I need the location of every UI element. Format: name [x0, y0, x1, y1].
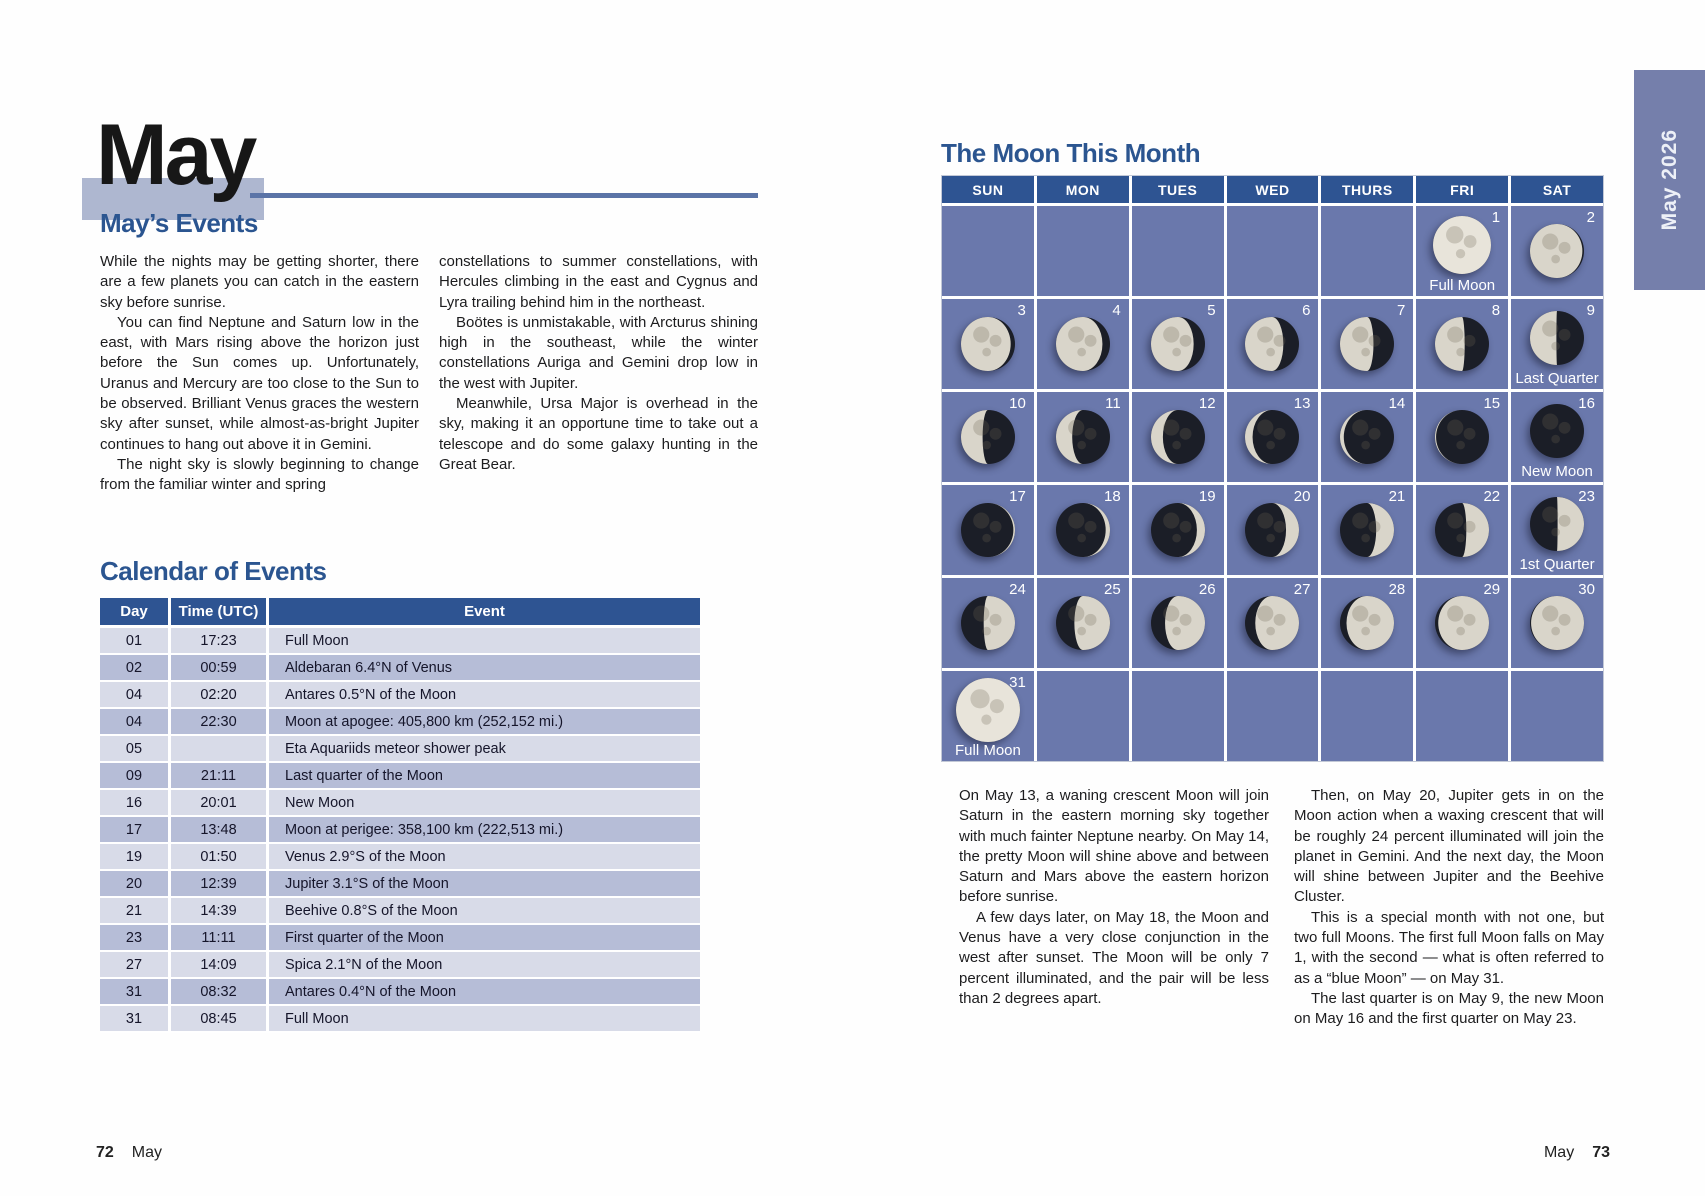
day-number: 16	[1578, 395, 1595, 412]
day-cell: 05	[100, 736, 171, 761]
day-number: 14	[1388, 395, 1406, 412]
day-number: 2	[1586, 209, 1595, 226]
day-number: 24	[1009, 581, 1026, 598]
table-row	[100, 871, 700, 898]
moon-image	[1149, 501, 1207, 559]
moon-phase-icon	[1338, 408, 1396, 466]
weekday-label: SAT	[1511, 176, 1603, 203]
moon-image	[1054, 315, 1112, 373]
moon-image	[1149, 315, 1207, 373]
day-number: 7	[1396, 302, 1406, 319]
time-cell: 08:45	[171, 1006, 269, 1031]
moon-day-cell	[1132, 392, 1224, 482]
moon-phase-icon	[959, 501, 1017, 559]
event-cell: Beehive 0.8°S of the Moon	[269, 898, 700, 923]
day-number: 25	[1104, 581, 1121, 598]
moon-image	[1433, 315, 1491, 373]
moon-day-cell	[1037, 392, 1129, 482]
time-cell	[171, 736, 269, 761]
empty-day-cell	[1132, 206, 1224, 296]
moon-day-cell	[1227, 299, 1319, 389]
event-cell: New Moon	[269, 790, 700, 815]
page-number: 72	[96, 1144, 114, 1161]
moon-day-cell	[1511, 578, 1603, 668]
day-number: 9	[1586, 302, 1595, 319]
time-cell: 20:01	[171, 790, 269, 815]
event-cell: Venus 2.9°S of the Moon	[269, 844, 700, 869]
paragraph: A few days later, on May 18, the Moon and Venus have a very close conjunction in the west after sunset. The Moon will be only 7 percent illuminated, and the pair will be less than 2 degrees apart.	[959, 908, 1269, 1007]
day-number: 26	[1198, 581, 1216, 598]
moon-image	[1243, 315, 1301, 373]
moon-image	[1149, 594, 1207, 652]
footer-right	[1404, 1144, 1610, 1162]
moon-day-cell	[1511, 299, 1603, 389]
moon-image	[1149, 408, 1207, 466]
table-row	[100, 709, 700, 736]
event-cell: Antares 0.4°N of the Moon	[269, 979, 700, 1004]
calendar-of-events-heading: Calendar of Events	[100, 556, 327, 586]
time-cell: 01:50	[171, 844, 269, 869]
event-cell: Moon at perigee: 358,100 km (222,513 mi.)	[269, 817, 700, 842]
moon-image	[1433, 501, 1491, 559]
day-number: 1	[1491, 209, 1501, 226]
time-cell: 14:39	[171, 898, 269, 923]
paragraph: constellations to summer constellations, with Hercules climbing in the east and Cygnus and Lyra trailing behind him in the northeast.	[439, 253, 758, 311]
event-cell: Moon at apogee: 405,800 km (252,152 mi.)	[269, 709, 700, 734]
day-number: 12	[1198, 395, 1216, 412]
empty-day-cell	[1037, 671, 1129, 761]
moon-day-cell	[1037, 578, 1129, 668]
footer-label: May	[1543, 1144, 1575, 1161]
moon-day-cell	[1416, 485, 1508, 575]
moon-phase-icon	[1433, 315, 1491, 373]
moon-day-cell	[1037, 299, 1129, 389]
event-cell: Spica 2.1°N of the Moon	[269, 952, 700, 977]
paragraph: Then, on May 20, Jupiter gets in on the Moon action when a waxing crescent that will be roughly 24 percent illuminated will join the planet in Gemini. And the next day, the Moon will shine between Jupiter and the Beehive Cluster.	[1294, 787, 1604, 906]
moon-image	[959, 501, 1017, 559]
table-row	[100, 979, 700, 1006]
moon-month-heading: The Moon This Month	[941, 138, 1201, 168]
moon-day-cell	[1416, 578, 1508, 668]
empty-day-cell	[1132, 671, 1224, 761]
moon-image	[959, 408, 1017, 466]
moon-phase-icon	[1054, 501, 1112, 559]
day-number: 4	[1112, 302, 1121, 319]
moon-phase-icon	[1338, 501, 1396, 559]
day-cell: 21	[100, 898, 171, 923]
moon-phase-icon	[1243, 315, 1301, 373]
day-number: 17	[1009, 488, 1026, 505]
time-cell: 11:11	[171, 925, 269, 950]
moon-day-cell	[1321, 578, 1413, 668]
empty-day-cell	[1227, 671, 1319, 761]
moon-image	[1338, 501, 1396, 559]
paragraph: Meanwhile, Ursa Major is overhead in the sky, making it an opportune time to take out a telescope and do some galaxy hunting in the Great Bear.	[439, 395, 758, 473]
day-number: 21	[1388, 488, 1406, 505]
day-cell: 09	[100, 763, 171, 788]
time-cell: 22:30	[171, 709, 269, 734]
day-cell: 04	[100, 709, 171, 734]
table-row	[100, 682, 700, 709]
events-body-columns	[100, 252, 758, 496]
day-number: 10	[1009, 395, 1026, 412]
time-cell: 17:23	[171, 628, 269, 653]
moon-image	[1054, 408, 1112, 466]
moon-image	[1338, 594, 1396, 652]
event-cell: Last quarter of the Moon	[269, 763, 700, 788]
table-row	[100, 817, 700, 844]
event-cell: Jupiter 3.1°S of the Moon	[269, 871, 700, 896]
page-number: 73	[1592, 1144, 1610, 1161]
day-number: 29	[1483, 581, 1501, 598]
moon-day-cell	[1227, 485, 1319, 575]
weekday-label: TUES	[1132, 176, 1224, 203]
paragraph: While the nights may be getting shorter, there are a few planets you can catch in the eastern sky before sunrise.	[100, 253, 419, 311]
moon-image	[1433, 594, 1491, 652]
moon-image	[954, 676, 1022, 744]
moon-phase-icon	[1528, 222, 1586, 280]
day-number: 23	[1578, 488, 1595, 505]
event-cell: Antares 0.5°N of the Moon	[269, 682, 700, 707]
moon-day-cell	[1227, 392, 1319, 482]
table-row	[100, 844, 700, 871]
moon-phase-icon	[1243, 408, 1301, 466]
moon-phase-icon	[1431, 214, 1493, 276]
moon-image	[1528, 222, 1586, 280]
moon-phase-icon	[1433, 594, 1491, 652]
moon-day-cell	[1416, 299, 1508, 389]
day-number: 18	[1104, 488, 1121, 505]
event-cell: Aldebaran 6.4°N of Venus	[269, 655, 700, 680]
day-cell: 16	[100, 790, 171, 815]
event-cell: Full Moon	[269, 1006, 700, 1031]
day-number: 13	[1293, 395, 1311, 412]
moon-image	[1338, 408, 1396, 466]
moon-day-cell	[942, 578, 1034, 668]
day-number: 19	[1198, 488, 1216, 505]
moon-phase-icon	[1243, 594, 1301, 652]
time-cell: 02:20	[171, 682, 269, 707]
day-number: 5	[1207, 302, 1216, 319]
column-header-day: Day	[100, 598, 171, 625]
moon-calendar	[941, 175, 1604, 762]
moon-phase-icon	[1528, 594, 1586, 652]
day-number: 28	[1388, 581, 1406, 598]
paragraph: This is a special month with not one, but two full Moons. The first full Moon falls on May 1, with the second — what is often referred to as a “blue Moon” — on May 31.	[1294, 908, 1604, 987]
day-number: 20	[1293, 488, 1311, 505]
moon-phase-icon	[1433, 408, 1491, 466]
moon-phase-icon	[1528, 309, 1586, 367]
empty-day-cell	[1321, 206, 1413, 296]
moon-image	[1243, 501, 1301, 559]
weekday-label: WED	[1227, 176, 1319, 203]
events-column-2	[439, 252, 758, 496]
moon-phase-icon	[1243, 501, 1301, 559]
events-heading: May’s Events	[100, 208, 258, 238]
weekday-label: SUN	[942, 176, 1034, 203]
day-number: 11	[1105, 395, 1121, 412]
time-cell: 08:32	[171, 979, 269, 1004]
phase-label: 1st Quarter	[1519, 556, 1595, 573]
moon-phase-icon	[1054, 594, 1112, 652]
moon-phase-icon	[1528, 402, 1586, 460]
moon-day-cell	[942, 299, 1034, 389]
events-table	[100, 598, 700, 1033]
footer-left	[96, 1144, 162, 1162]
moon-phase-icon	[1528, 495, 1586, 553]
moon-day-cell	[1132, 485, 1224, 575]
moon-phase-icon	[1149, 594, 1207, 652]
moon-image	[1528, 594, 1586, 652]
moon-day-cell	[1511, 392, 1603, 482]
empty-day-cell	[1511, 671, 1603, 761]
moon-day-cell	[1132, 578, 1224, 668]
moon-day-cell	[1511, 485, 1603, 575]
time-cell: 21:11	[171, 763, 269, 788]
table-row	[100, 952, 700, 979]
moon-day-cell	[1227, 578, 1319, 668]
paragraph: The night sky is slowly beginning to change from the familiar winter and spring	[100, 455, 419, 494]
moon-image	[1243, 408, 1301, 466]
moon-day-cell	[1321, 299, 1413, 389]
moon-image	[1528, 309, 1586, 367]
month-tab-label: May 2026	[1657, 129, 1681, 231]
moon-phase-icon	[1338, 594, 1396, 652]
phase-label: Full Moon	[1429, 277, 1496, 294]
table-row	[100, 655, 700, 682]
time-cell: 14:09	[171, 952, 269, 977]
table-row	[100, 1006, 700, 1033]
day-number: 27	[1293, 581, 1311, 598]
moon-phase-icon	[1149, 315, 1207, 373]
moon-image	[1431, 214, 1493, 276]
paragraph: You can find Neptune and Saturn low in the east, with Mars rising above the horizon just before the Sun comes up. Unfortunately, Uranus and Mercury are too close to the Sun to be observed. Brilliant Venus graces the western sky after sunset, while almost-as-bright Jupiter continues to hang out above it in Gemini.	[100, 313, 419, 453]
moon-image	[1528, 402, 1586, 460]
moon-day-cell	[1511, 206, 1603, 296]
moon-phase-icon	[959, 408, 1017, 466]
day-number: 30	[1578, 581, 1595, 598]
moon-day-cell	[1321, 485, 1413, 575]
phase-label: New Moon	[1521, 463, 1593, 480]
empty-day-cell	[1227, 206, 1319, 296]
event-cell: Full Moon	[269, 628, 700, 653]
day-cell: 04	[100, 682, 171, 707]
day-number: 31	[1009, 674, 1026, 691]
moon-phase-icon	[1149, 501, 1207, 559]
event-cell: First quarter of the Moon	[269, 925, 700, 950]
moon-image	[1054, 501, 1112, 559]
column-header-event: Event	[464, 603, 505, 620]
day-number: 22	[1483, 488, 1501, 505]
events-table-header	[100, 598, 700, 628]
moon-phase-icon	[1149, 408, 1207, 466]
moon-phase-icon	[1054, 315, 1112, 373]
moon-column-1	[959, 786, 1269, 1030]
phase-label: Last Quarter	[1515, 370, 1599, 387]
weekday-label: THURS	[1321, 176, 1413, 203]
empty-day-cell	[942, 206, 1034, 296]
phase-label: Full Moon	[954, 742, 1021, 759]
moon-phase-icon	[1433, 501, 1491, 559]
events-table-body	[100, 628, 700, 1033]
table-row	[100, 898, 700, 925]
table-row	[100, 628, 700, 655]
day-cell: 31	[100, 979, 171, 1004]
paragraph: The last quarter is on May 9, the new Moon on May 16 and the first quarter on May 23.	[1294, 989, 1604, 1028]
moon-body-columns	[959, 786, 1604, 1030]
time-cell: 13:48	[171, 817, 269, 842]
moon-image	[1338, 315, 1396, 373]
page-title: May	[96, 107, 255, 203]
moon-day-cell	[1037, 485, 1129, 575]
moon-phase-icon	[954, 676, 1022, 744]
moon-day-cell	[942, 485, 1034, 575]
month-tab	[1634, 70, 1705, 290]
moon-image	[1054, 594, 1112, 652]
day-cell: 02	[100, 655, 171, 680]
day-number: 15	[1483, 395, 1501, 412]
day-cell: 23	[100, 925, 171, 950]
day-cell: 20	[100, 871, 171, 896]
moon-phase-icon	[959, 315, 1017, 373]
title-rule	[250, 193, 758, 198]
time-cell: 12:39	[171, 871, 269, 896]
event-cell: Eta Aquariids meteor shower peak	[269, 736, 700, 761]
moon-day-cell	[1132, 299, 1224, 389]
day-cell: 31	[100, 1006, 171, 1031]
events-column-1	[100, 252, 419, 496]
moon-phase-icon	[1054, 408, 1112, 466]
weekday-label: FRI	[1416, 176, 1508, 203]
day-cell: 27	[100, 952, 171, 977]
moon-day-cell	[942, 671, 1034, 761]
moon-image	[959, 315, 1017, 373]
table-row	[100, 925, 700, 952]
time-cell: 00:59	[171, 655, 269, 680]
day-cell: 17	[100, 817, 171, 842]
moon-phase-icon	[959, 594, 1017, 652]
empty-day-cell	[1416, 671, 1508, 761]
table-row	[100, 763, 700, 790]
moon-day-cell	[1321, 392, 1413, 482]
column-header-time: Time (UTC)	[171, 598, 269, 625]
paragraph: On May 13, a waning crescent Moon will join Saturn in the eastern morning sky together with much fainter Neptune nearby. On May 14, the pretty Moon will shine above and between Saturn and Mars above the eastern horizon before sunrise.	[959, 787, 1269, 906]
moon-day-cell	[1416, 206, 1508, 296]
moon-day-cell	[942, 392, 1034, 482]
day-number: 6	[1302, 302, 1311, 319]
moon-image	[1243, 594, 1301, 652]
day-cell: 01	[100, 628, 171, 653]
day-number: 8	[1491, 302, 1501, 319]
day-number: 3	[1017, 302, 1026, 319]
moon-image	[959, 594, 1017, 652]
moon-column-2	[1294, 786, 1604, 1030]
weekday-label: MON	[1037, 176, 1129, 203]
moon-image	[1528, 495, 1586, 553]
table-row	[100, 736, 700, 763]
moon-image	[1433, 408, 1491, 466]
day-cell: 19	[100, 844, 171, 869]
footer-label: May	[131, 1144, 163, 1161]
moon-phase-icon	[1338, 315, 1396, 373]
paragraph: Boötes is unmistakable, with Arcturus shining high in the southeast, while the winter constellations Auriga and Gemini drop low in the west with Jupiter.	[439, 313, 758, 392]
moon-day-cell	[1416, 392, 1508, 482]
empty-day-cell	[1037, 206, 1129, 296]
table-row	[100, 790, 700, 817]
empty-day-cell	[1321, 671, 1413, 761]
